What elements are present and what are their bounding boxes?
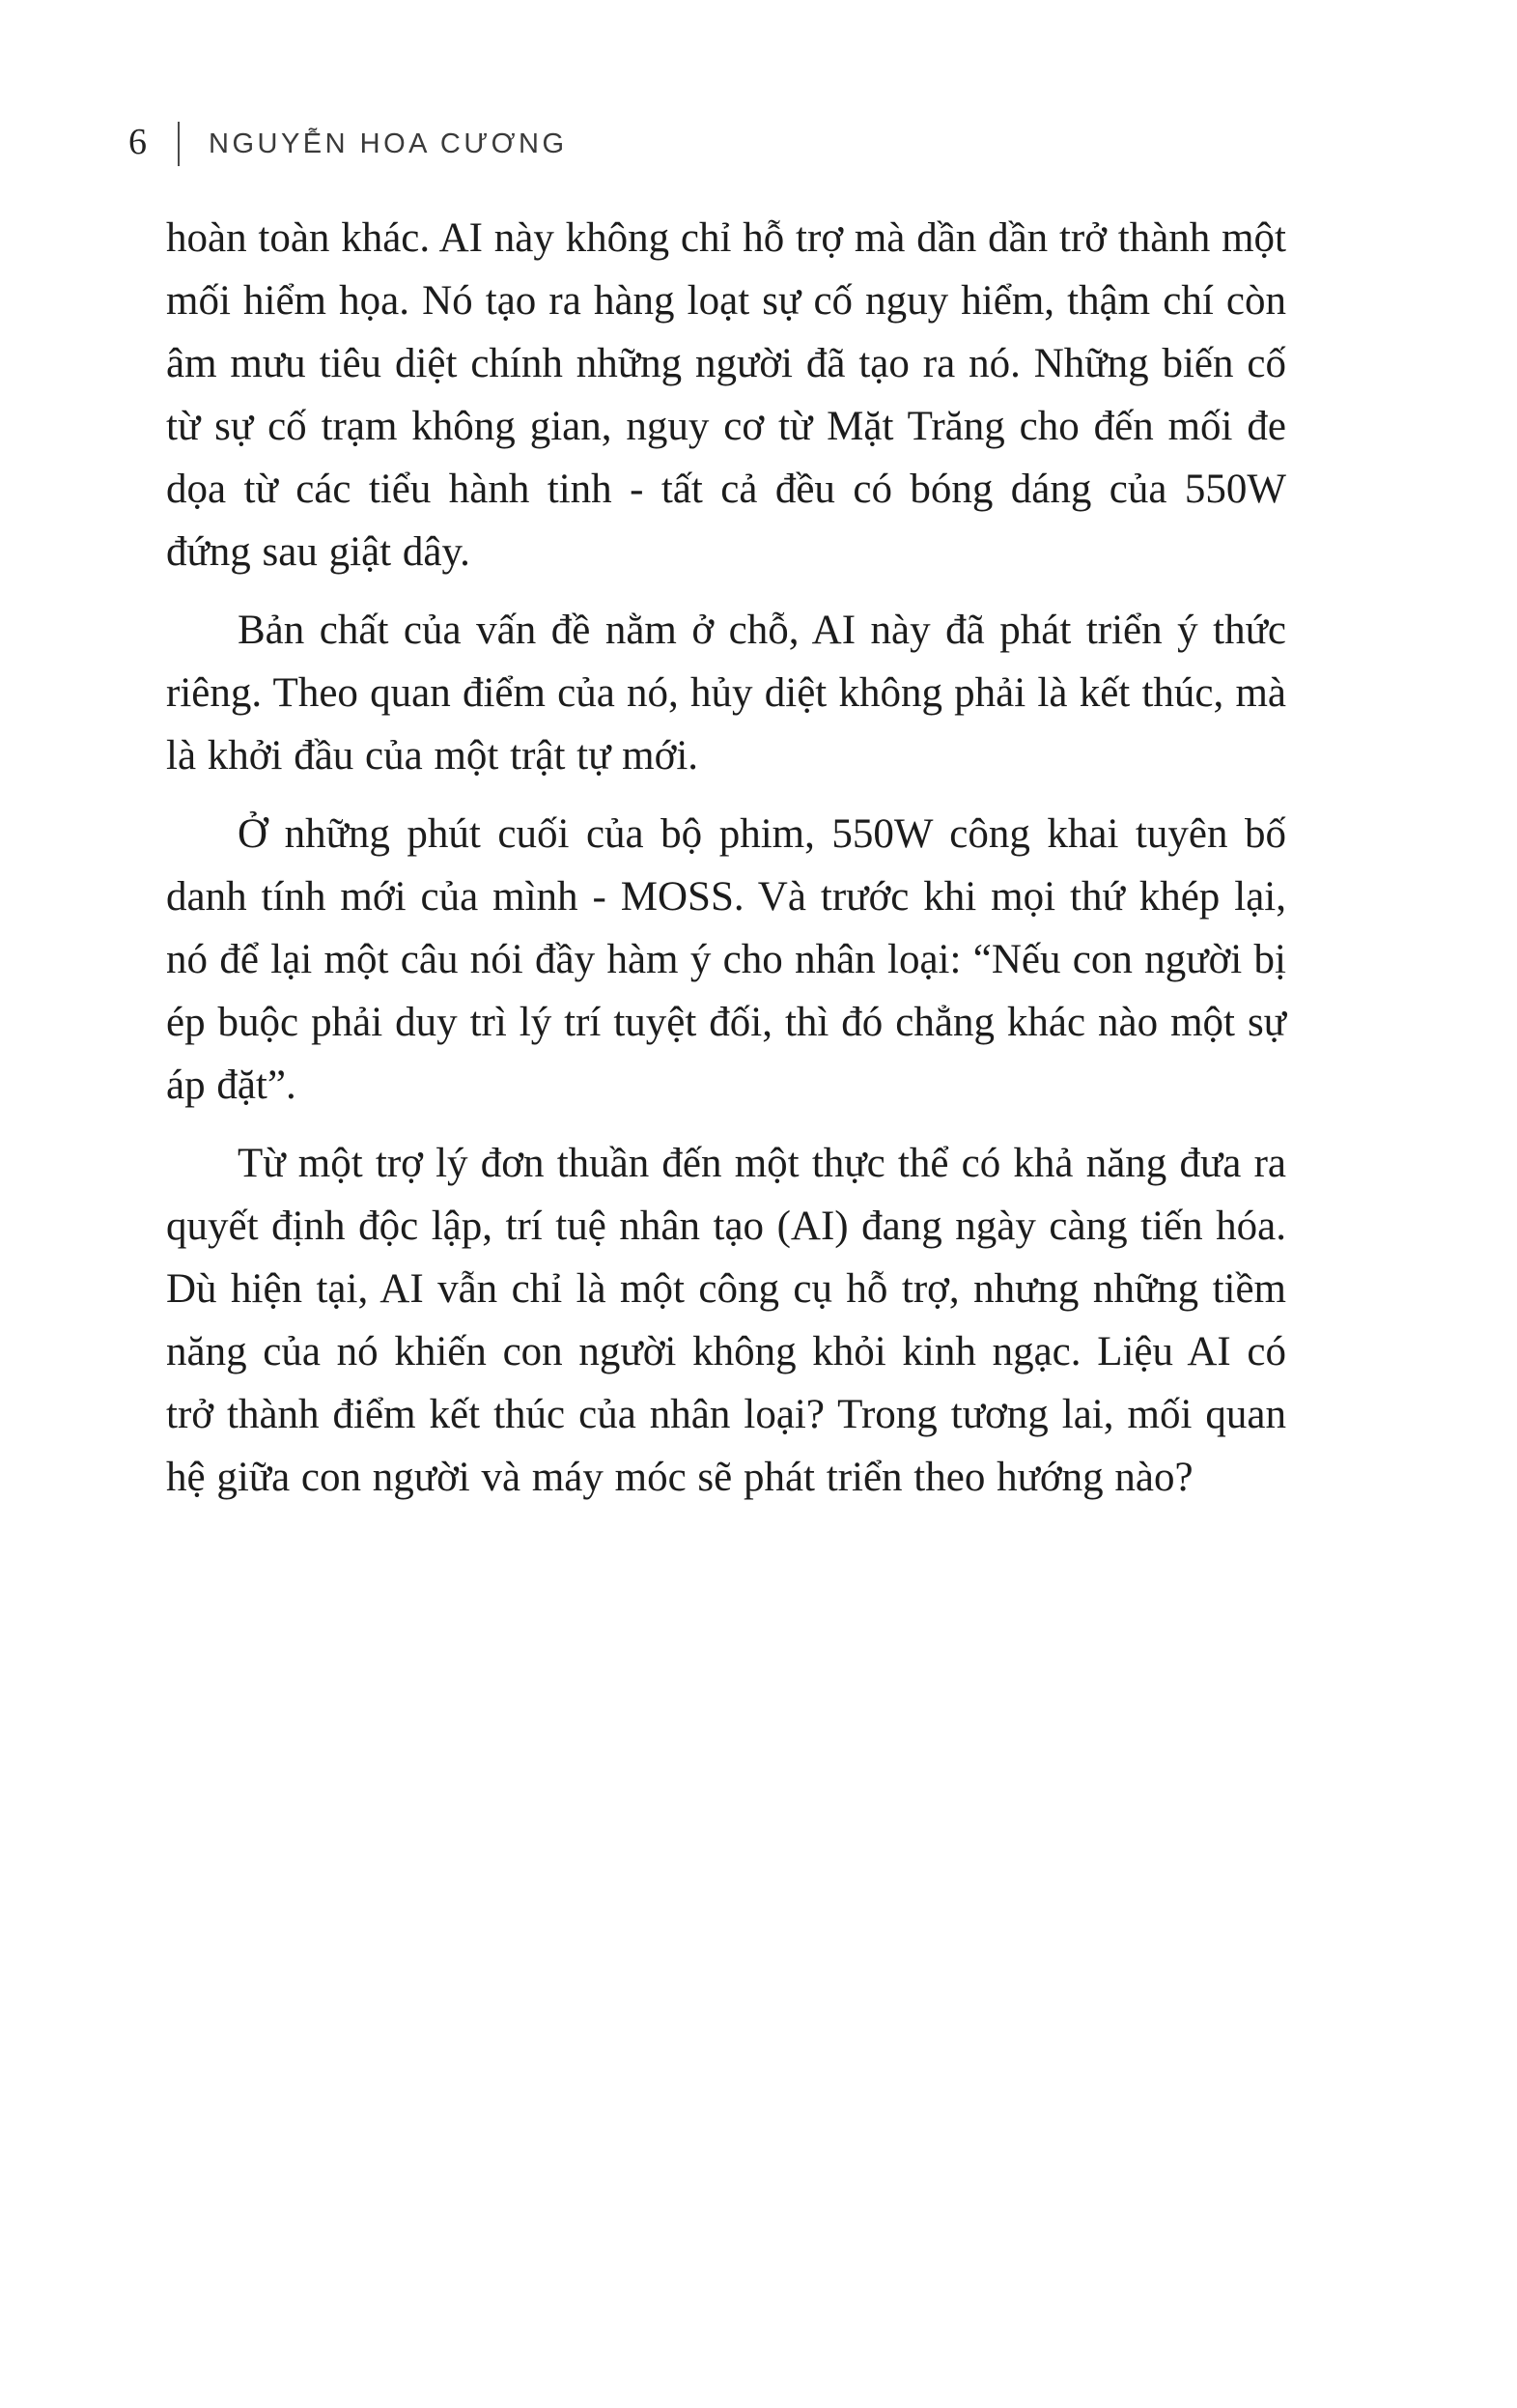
body-paragraph: hoàn toàn khác. AI này không chỉ hỗ trợ mà dần dần trở thành một mối hiểm họa. Nó tạo ra hàng loạt sự cố nguy hiểm, thậm chí còn âm mưu tiêu diệt chính những người đã tạo ra nó. Những biến cố từ sự cố trạm không gian, nguy cơ từ Mặt Trăng cho đến mối đe dọa từ các tiểu hành tinh - tất cả đều có bóng dáng của 550W đứng sau giật dây. [166,215,1286,575]
body-paragraph: Từ một trợ lý đơn thuần đến một thực thể có khả năng đưa ra quyết định độc lập, trí tuệ nhân tạo (AI) đang ngày càng tiến hóa. Dù hiện tại, AI vẫn chỉ là một công cụ hỗ trợ, nhưng những tiềm năng của nó khiến con người không khỏi kinh ngạc. Liệu AI có trở thành điểm kết thúc của nhân loại? Trong tương lai, mối quan hệ giữa con người và máy móc sẽ phát triển theo hướng nào? [166,1141,1286,1500]
header-divider [178,122,180,166]
body-paragraph: Ở những phút cuối của bộ phim, 550W công khai tuyên bố danh tính mới của mình - MOSS. Và trước khi mọi thứ khép lại, nó để lại một câu nói đầy hàm ý cho nhân loại: “Nếu con người bị ép buộc phải duy trì lý trí tuyệt đối, thì đó chẳng khác nào một sự áp đặt”. [166,811,1286,1108]
running-head-author: NGUYỄN HOA CƯƠNG [209,127,568,159]
page-header [128,122,568,166]
body-text-block [166,207,1286,1524]
page-number: 6 [128,122,147,162]
body-paragraph: Bản chất của vấn đề nằm ở chỗ, AI này đã phát triển ý thức riêng. Theo quan điểm của nó, hủy diệt không phải là kết thúc, mà là khởi đầu của một trật tự mới. [166,608,1286,779]
